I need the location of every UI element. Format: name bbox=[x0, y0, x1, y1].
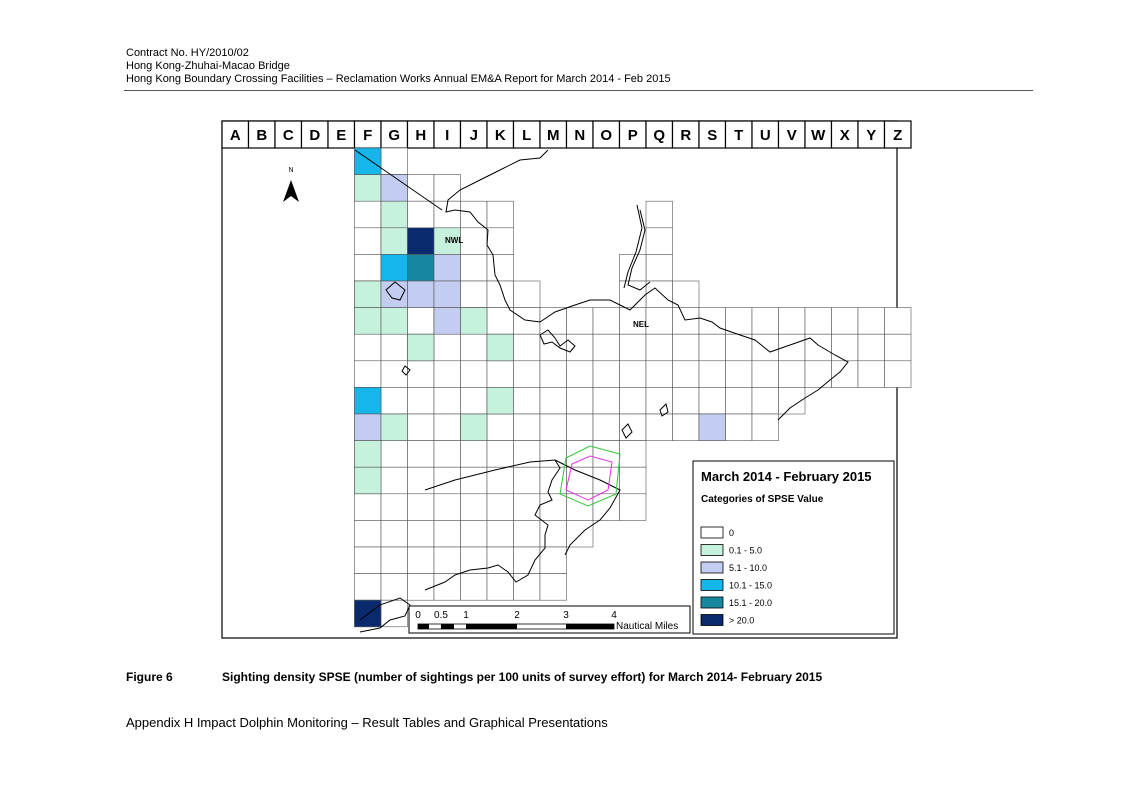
scale-unit: Nautical Miles bbox=[616, 621, 679, 632]
grid-cell bbox=[487, 201, 514, 228]
column-label: W bbox=[811, 127, 826, 144]
grid-cell bbox=[408, 387, 435, 414]
grid-cell bbox=[381, 387, 408, 414]
spse-cell bbox=[355, 308, 382, 335]
grid-cell bbox=[461, 281, 488, 308]
grid-cell bbox=[434, 574, 461, 601]
grid-cell bbox=[540, 361, 567, 388]
grid-cell bbox=[381, 520, 408, 547]
grid-cell bbox=[408, 308, 435, 335]
scale-tick-label: 1 bbox=[463, 610, 469, 621]
spse-cell bbox=[408, 228, 435, 255]
spse-cell bbox=[355, 467, 382, 494]
grid-cell bbox=[408, 441, 435, 468]
scale-tick-label: 0.5 bbox=[434, 610, 448, 621]
grid-cell bbox=[540, 520, 567, 547]
grid-cell bbox=[593, 334, 620, 361]
grid-cell bbox=[461, 254, 488, 281]
column-label: R bbox=[680, 127, 692, 144]
grid-cell bbox=[593, 414, 620, 441]
grid-cell bbox=[646, 414, 673, 441]
grid-cell bbox=[461, 201, 488, 228]
grid-cell bbox=[381, 334, 408, 361]
spse-cell bbox=[408, 334, 435, 361]
legend-swatch bbox=[701, 527, 723, 538]
spse-cell bbox=[461, 308, 488, 335]
grid-cell bbox=[752, 414, 779, 441]
column-label: K bbox=[494, 127, 506, 144]
grid-cell bbox=[381, 441, 408, 468]
spse-cell bbox=[355, 175, 382, 202]
column-label: O bbox=[600, 127, 613, 144]
grid-cell bbox=[381, 574, 408, 601]
grid-cell bbox=[620, 254, 647, 281]
grid-cell bbox=[540, 574, 567, 601]
column-label: X bbox=[839, 127, 850, 144]
scale-bar bbox=[409, 606, 690, 633]
nwl-label: NWL bbox=[445, 236, 464, 245]
spse-cell bbox=[381, 308, 408, 335]
grid-cell bbox=[620, 441, 647, 468]
grid-cell bbox=[699, 334, 726, 361]
grid-cell bbox=[593, 387, 620, 414]
legend-label: 0.1 - 5.0 bbox=[729, 545, 763, 556]
grid-cell bbox=[408, 467, 435, 494]
column-label: Q bbox=[653, 127, 666, 144]
grid-cell bbox=[567, 441, 594, 468]
grid-cell bbox=[434, 361, 461, 388]
column-label: T bbox=[734, 127, 744, 144]
grid-cell bbox=[514, 547, 541, 574]
spse-cell bbox=[487, 387, 514, 414]
column-header-bar bbox=[222, 121, 911, 148]
spse-cell bbox=[408, 254, 435, 281]
grid-cell bbox=[593, 467, 620, 494]
grid-cell bbox=[461, 574, 488, 601]
nel-label: NEL bbox=[633, 320, 649, 329]
grid-cell bbox=[646, 201, 673, 228]
grid-cell bbox=[381, 361, 408, 388]
grid-cell bbox=[461, 361, 488, 388]
grid-cell bbox=[408, 175, 435, 202]
spse-cell bbox=[355, 387, 382, 414]
grid-cell bbox=[673, 334, 700, 361]
grid-cell bbox=[673, 308, 700, 335]
column-label: A bbox=[229, 127, 241, 144]
grid-cell bbox=[408, 494, 435, 521]
spse-cell bbox=[381, 414, 408, 441]
grid-cell bbox=[461, 228, 488, 255]
column-label: N bbox=[574, 127, 586, 144]
grid-cell bbox=[752, 361, 779, 388]
grid-cell bbox=[487, 228, 514, 255]
grid-cell bbox=[434, 467, 461, 494]
column-label: Z bbox=[893, 127, 903, 144]
grid-cell bbox=[408, 520, 435, 547]
grid-cell bbox=[620, 361, 647, 388]
legend-title: March 2014 - February 2015 bbox=[701, 469, 872, 484]
legend-swatch bbox=[701, 545, 723, 556]
grid-cell bbox=[567, 308, 594, 335]
grid-cell bbox=[858, 308, 885, 335]
grid-cell bbox=[355, 254, 382, 281]
grid-cell bbox=[434, 441, 461, 468]
grid-cell bbox=[355, 574, 382, 601]
column-label: J bbox=[469, 127, 478, 144]
legend-swatch bbox=[701, 562, 723, 573]
grid-cell bbox=[646, 281, 673, 308]
grid-cell bbox=[726, 387, 753, 414]
column-label: V bbox=[786, 127, 797, 144]
grid-cell bbox=[752, 334, 779, 361]
grid-cell bbox=[461, 467, 488, 494]
grid-cell bbox=[593, 441, 620, 468]
grid-cell bbox=[434, 414, 461, 441]
grid-cell bbox=[434, 334, 461, 361]
grid-cell bbox=[408, 414, 435, 441]
grid-cell bbox=[408, 574, 435, 601]
column-label: L bbox=[522, 127, 532, 144]
grid-cell bbox=[832, 361, 859, 388]
grid-cell bbox=[408, 547, 435, 574]
grid-cell bbox=[461, 494, 488, 521]
spse-cell bbox=[487, 334, 514, 361]
grid-cell bbox=[673, 414, 700, 441]
legend-swatch bbox=[701, 597, 723, 608]
grid-cell bbox=[487, 441, 514, 468]
grid-cell bbox=[540, 547, 567, 574]
column-label: F bbox=[363, 127, 373, 144]
grid-cell bbox=[408, 201, 435, 228]
scale-tick-label: 0 bbox=[415, 610, 421, 621]
grid-cell bbox=[646, 254, 673, 281]
column-label: C bbox=[282, 127, 294, 144]
spse-cell bbox=[355, 600, 382, 627]
grid-cell bbox=[699, 308, 726, 335]
grid-cell bbox=[673, 361, 700, 388]
grid-cell bbox=[673, 387, 700, 414]
appendix-footer: Appendix H Impact Dolphin Monitoring – Result Tables and Graphical Presentations bbox=[126, 715, 608, 730]
legend-label: 10.1 - 15.0 bbox=[729, 580, 773, 591]
grid-cell bbox=[434, 175, 461, 202]
grid-cell bbox=[832, 308, 859, 335]
grid-cell bbox=[514, 308, 541, 335]
column-label: U bbox=[759, 127, 771, 144]
grid-cell bbox=[434, 520, 461, 547]
grid-cell bbox=[858, 334, 885, 361]
grid-cell bbox=[381, 467, 408, 494]
grid-cell bbox=[593, 308, 620, 335]
spse-cell bbox=[699, 414, 726, 441]
column-label: B bbox=[256, 127, 268, 144]
grid-cell bbox=[514, 520, 541, 547]
grid-cell bbox=[540, 494, 567, 521]
spse-cell bbox=[434, 254, 461, 281]
grid-cell bbox=[355, 520, 382, 547]
grid-cell bbox=[593, 361, 620, 388]
grid-cell bbox=[487, 494, 514, 521]
grid-cell bbox=[355, 334, 382, 361]
grid-cell bbox=[355, 547, 382, 574]
scale-tick-label: 2 bbox=[514, 610, 520, 621]
grid-cell bbox=[514, 414, 541, 441]
grid-cell bbox=[885, 334, 912, 361]
grid-cell bbox=[461, 441, 488, 468]
grid-cell bbox=[567, 334, 594, 361]
grid-cell bbox=[540, 414, 567, 441]
grid-cell bbox=[726, 361, 753, 388]
grid-cell bbox=[779, 361, 806, 388]
spse-cell bbox=[355, 414, 382, 441]
grid-cell bbox=[726, 414, 753, 441]
column-label: S bbox=[707, 127, 718, 144]
legend-label: 0 bbox=[729, 528, 735, 538]
legend-label: 15.1 - 20.0 bbox=[729, 598, 773, 608]
grid-cell bbox=[487, 414, 514, 441]
grid-cell bbox=[805, 308, 832, 335]
grid-cell bbox=[487, 361, 514, 388]
column-label: D bbox=[309, 127, 321, 144]
grid-cell bbox=[540, 387, 567, 414]
grid-cell bbox=[567, 494, 594, 521]
legend-swatch bbox=[701, 615, 723, 626]
grid-cell bbox=[620, 467, 647, 494]
grid-cell bbox=[646, 387, 673, 414]
north-label: N bbox=[288, 167, 294, 174]
figure-number: Figure 6 bbox=[126, 670, 173, 684]
spse-cell bbox=[408, 281, 435, 308]
grid-cell bbox=[752, 387, 779, 414]
grid-cell bbox=[461, 387, 488, 414]
grid-cell bbox=[487, 308, 514, 335]
grid-cell bbox=[434, 494, 461, 521]
grid-cell bbox=[514, 281, 541, 308]
spse-cell bbox=[355, 441, 382, 468]
grid-cell bbox=[805, 361, 832, 388]
grid-cell bbox=[514, 574, 541, 601]
grid-cell bbox=[381, 547, 408, 574]
figure-caption: Sighting density SPSE (number of sightings per 100 units of survey effort) for March 2014- February 2015 bbox=[222, 670, 823, 684]
column-label: P bbox=[627, 127, 638, 144]
spse-cell bbox=[355, 281, 382, 308]
grid-cell bbox=[726, 308, 753, 335]
grid-cell bbox=[620, 414, 647, 441]
grid-cell bbox=[858, 361, 885, 388]
grid-cell bbox=[461, 334, 488, 361]
grid-cell bbox=[673, 281, 700, 308]
spse-cell bbox=[381, 281, 408, 308]
grid-cell bbox=[885, 361, 912, 388]
grid-cell bbox=[699, 387, 726, 414]
grid-cell bbox=[355, 361, 382, 388]
grid-cell bbox=[487, 547, 514, 574]
grid-cell bbox=[381, 600, 408, 627]
grid-cell bbox=[620, 334, 647, 361]
grid-cell bbox=[646, 228, 673, 255]
legend-label: 5.1 - 10.0 bbox=[729, 563, 768, 573]
grid-cell bbox=[567, 361, 594, 388]
spse-cell bbox=[381, 175, 408, 202]
grid-cell bbox=[461, 520, 488, 547]
spse-cell bbox=[381, 254, 408, 281]
grid-cell bbox=[646, 308, 673, 335]
grid-cell bbox=[514, 467, 541, 494]
column-label: E bbox=[336, 127, 347, 144]
spse-cell bbox=[381, 201, 408, 228]
column-label: G bbox=[388, 127, 401, 144]
grid-cell bbox=[355, 494, 382, 521]
column-label: H bbox=[415, 127, 427, 144]
grid-cell bbox=[620, 281, 647, 308]
spse-cell bbox=[461, 414, 488, 441]
grid-cell bbox=[355, 228, 382, 255]
grid-cell bbox=[779, 308, 806, 335]
project-name: Hong Kong-Zhuhai-Macao Bridge bbox=[126, 60, 290, 72]
grid-cell bbox=[540, 308, 567, 335]
legend bbox=[693, 461, 894, 634]
grid-cell bbox=[646, 361, 673, 388]
grid-cell bbox=[487, 574, 514, 601]
spse-cell bbox=[381, 228, 408, 255]
scale-tick-label: 3 bbox=[563, 610, 569, 621]
grid-cell bbox=[832, 334, 859, 361]
spse-cell bbox=[434, 308, 461, 335]
grid-cell bbox=[381, 494, 408, 521]
grid-cell bbox=[434, 547, 461, 574]
spse-cell bbox=[434, 281, 461, 308]
grid-cell bbox=[434, 387, 461, 414]
legend-label: > 20.0 bbox=[729, 615, 755, 626]
grid-cell bbox=[752, 308, 779, 335]
grid-cell bbox=[487, 254, 514, 281]
grid-cell bbox=[408, 361, 435, 388]
grid-cell bbox=[487, 520, 514, 547]
grid-cell bbox=[885, 308, 912, 335]
grid-cell bbox=[567, 520, 594, 547]
grid-cell bbox=[699, 361, 726, 388]
grid-cell bbox=[567, 387, 594, 414]
column-label: M bbox=[547, 127, 560, 144]
grid-cell bbox=[514, 361, 541, 388]
grid-cell bbox=[646, 334, 673, 361]
grid-cell bbox=[620, 387, 647, 414]
report-title: Hong Kong Boundary Crossing Facilities – Reclamation Works Annual EM&A Report for March 2014 - Feb 2015 bbox=[126, 73, 671, 85]
column-label: I bbox=[445, 127, 450, 144]
grid-cell bbox=[567, 414, 594, 441]
legend-subtitle: Categories of SPSE Value bbox=[701, 494, 824, 505]
grid-cell bbox=[355, 201, 382, 228]
grid-cell bbox=[620, 494, 647, 521]
scale-tick-label: 4 bbox=[611, 610, 617, 621]
contract-number: Contract No. HY/2010/02 bbox=[126, 47, 249, 59]
column-label: Y bbox=[866, 127, 877, 144]
grid-cell bbox=[514, 387, 541, 414]
grid-cell bbox=[540, 334, 567, 361]
legend-swatch bbox=[701, 580, 723, 591]
grid-cell bbox=[514, 334, 541, 361]
